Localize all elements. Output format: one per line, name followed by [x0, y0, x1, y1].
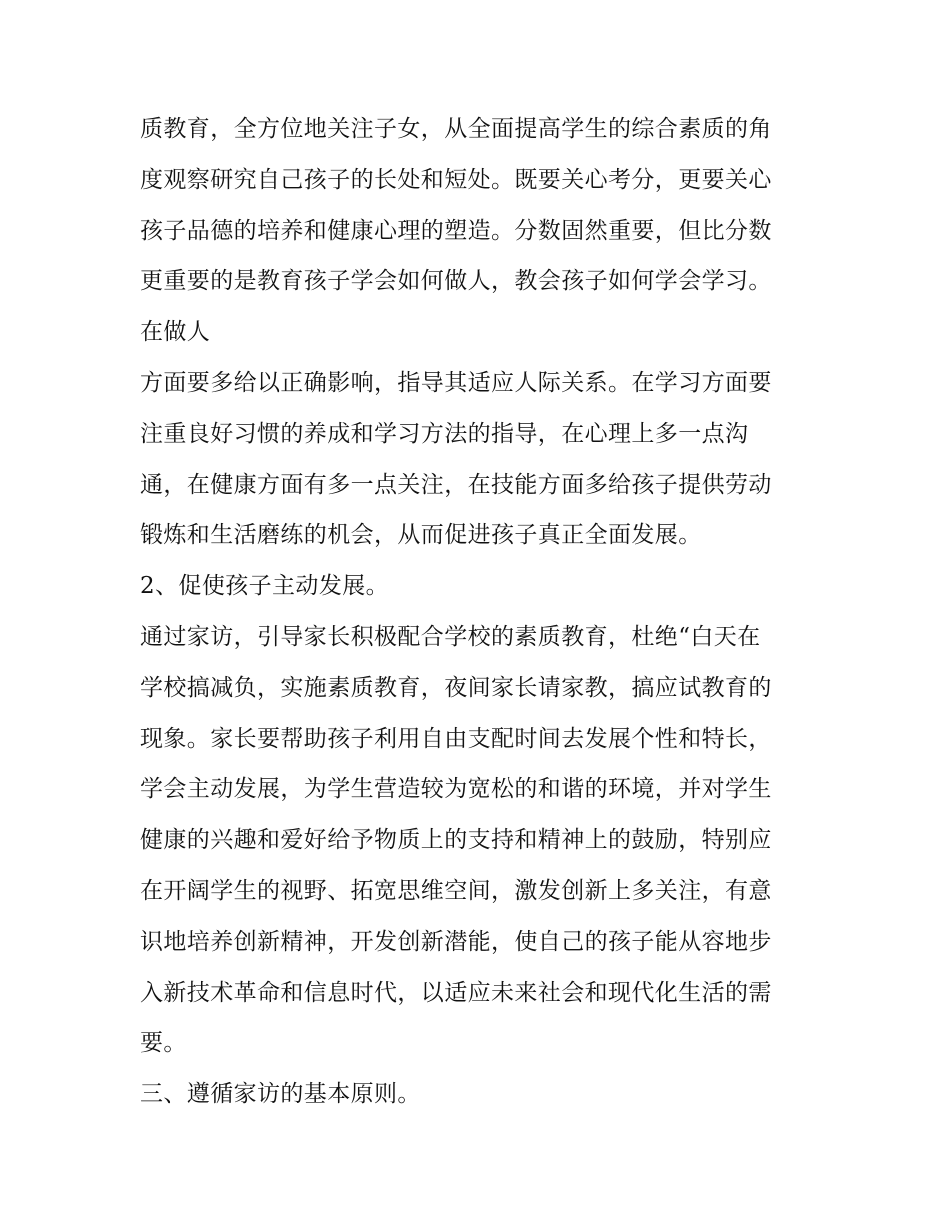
text-line: 通，在健康方面有多一点关注，在技能方面多给孩子提供劳动: [140, 471, 772, 498]
text-line: 识地培养创新精神，开发创新潜能，使自己的孩子能从容地步: [140, 928, 772, 955]
body-text: [140, 104, 840, 1120]
text-line: 度观察研究自己孩子的长处和短处。既要关心考分，更要关心: [140, 166, 772, 193]
text-line: 要。: [140, 1030, 187, 1057]
section-heading: 2、促使孩子主动发展。: [140, 573, 390, 600]
text-line: 学校搞减负，实施素质教育，夜间家长请家教，搞应试教育的: [140, 674, 772, 701]
text-line: 在开阔学生的视野、拓宽思维空间，激发创新上多关注，有意: [140, 877, 772, 904]
text-line: 更重要的是教育孩子学会如何做人，教会孩子如何学会学习。: [140, 268, 772, 295]
text-line: 健康的兴趣和爱好给予物质上的支持和精神上的鼓励，特别应: [140, 827, 772, 854]
section-heading: 三、遵循家访的基本原则。: [140, 1081, 421, 1108]
text-line: 学会主动发展，为学生营造较为宽松的和谐的环境，并对学生: [140, 776, 772, 803]
text-line: 现象。家长要帮助孩子利用自由支配时间去发展个性和特长，: [140, 725, 772, 752]
text-line: 孩子品德的培养和健康心理的塑造。分数固然重要，但比分数: [140, 217, 772, 244]
text-line: 方面要多给以正确影响，指导其适应人际关系。在学习方面要: [140, 369, 772, 396]
text-line: 入新技术革命和信息时代，以适应未来社会和现代化生活的需: [140, 979, 772, 1006]
text-line: 锻炼和生活磨练的机会，从而促进孩子真正全面发展。: [140, 522, 702, 549]
text-line: 质教育，全方位地关注子女，从全面提高学生的综合素质的角: [140, 116, 772, 142]
text-line: 注重良好习惯的养成和学习方法的指导，在心理上多一点沟: [140, 420, 749, 447]
text-line: 在做人: [140, 319, 211, 346]
text-line: 通过家访，引导家长积极配合学校的素质教育，杜绝“白天在: [140, 623, 761, 650]
